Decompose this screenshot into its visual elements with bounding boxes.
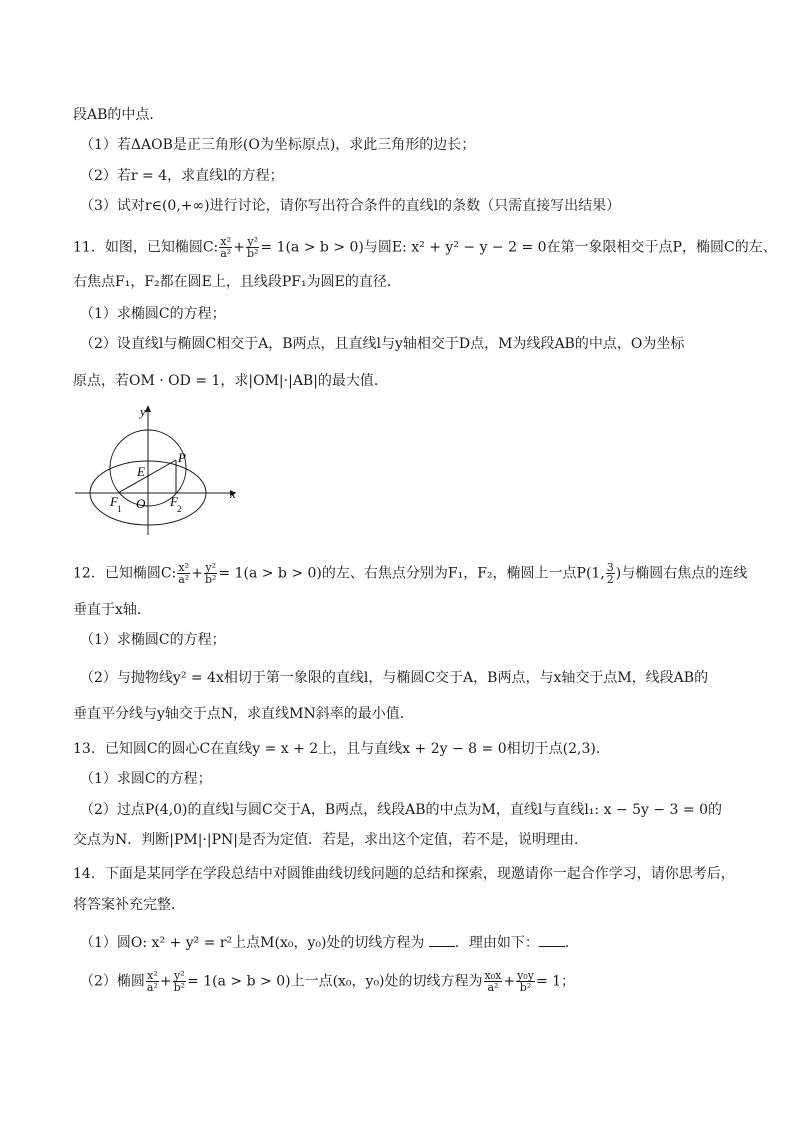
fraction: $\frac{\text{x²}}{\text{a²}}$ [220,235,232,260]
answer-blank [539,934,565,947]
fraction: $\frac{\text{y²}}{\text{b²}}$ [173,969,186,994]
fraction: $\frac{\text{x₀x}}{\text{a²}}$ [484,969,502,994]
question-13-part-1: （1）求圆C的方程； [80,771,212,787]
label-x: x [230,486,236,501]
question-10-part-2: （2）若r = 4，求直线l的方程； [80,168,284,184]
text-line: 段AB的中点． [73,107,164,123]
fraction: $\frac{3}{2}$ [606,561,614,586]
question-13-part-2: （2）过点P(4,0)的直线l与圆C交于A，B两点，线段AB的中点为M，直线l与直线l₁: x − 5y − 3 = 0的 [80,802,722,818]
question-14-stem-cont: 将答案补充完整． [73,897,185,913]
label-f2: F [170,494,178,509]
question-11-part-2: （2）设直线l与椭圆C相交于A，B两点，且直线l与y轴相交于D点，M为线段AB的中点，O为坐标 [80,336,685,352]
question-12-part-2-cont: 垂直平分线与y轴交于点N，求直线MN斜率的最小值． [73,706,414,722]
question-12-stem: 12．已知椭圆C: $\frac{\text{x²}}{\text{a²}}$ + $\frac{\text{y²}}{\text{b²}}$ = 1(a > b > 0)的左、右焦点分别为F₁，F₂，椭圆上一点P(1, $\frac{3}{2}$ )与椭圆右焦点的连线 [73,561,748,586]
question-11-stem-cont: 右焦点F₁，F₂都在圆E上，且线段PF₁为圆E的直径． [73,274,401,290]
answer-blank [429,934,455,947]
question-10-part-3: （3）试对r∈(0,+∞)进行讨论，请你写出符合条件的直线l的条数（只需直接写出结果） [80,198,621,214]
segment-pf1 [118,460,176,493]
fraction: $\frac{\text{y²}}{\text{b²}}$ [246,235,259,260]
q11-rest: = 1(a > b > 0)与圆E: x² + y² − y − 2 = 0在第一象限相交于点P，椭圆C的左、 [260,239,777,256]
question-12-stem-cont: 垂直于x轴． [73,602,151,618]
q11-lead: 11．如图，已知椭圆C: [73,239,219,256]
q12-mid: = 1(a > b > 0)的左、右焦点分别为F₁，F₂，椭圆上一点P(1, [218,565,605,582]
fraction: $\frac{\text{x²}}{\text{a²}}$ [178,561,190,586]
question-12-part-1: （1）求椭圆C的方程； [80,632,226,648]
question-14-stem: 14．下面是某同学在学段总结中对圆锥曲线切线问题的总结和探索，现邀请你一起合作学习，请你思考后， [73,866,735,882]
question-12-part-2: （2）与抛物线y² = 4x相切于第一象限的直线l，与椭圆C交于A，B两点，与x轴交于点M，线段AB的 [80,670,709,686]
fraction: $\frac{\text{y₀y}}{\text{b²}}$ [517,969,534,994]
y-axis-arrow [145,405,151,412]
question-11-part-1: （1）求椭圆C的方程； [80,306,226,322]
q12-lead: 12．已知椭圆C: [73,565,177,582]
label-e: E [137,464,145,479]
fraction: $\frac{\text{y²}}{\text{b²}}$ [204,561,217,586]
label-y: y [140,404,146,419]
label-f1-subscript: 1 [117,504,122,514]
question-13-part-2-cont: 交点为N．判断|PM|·|PN|是否为定值．若是，求出这个定值，若不是，说明理由． [73,832,588,848]
label-o: O [136,496,146,511]
question-14-part-2: （2）椭圆 $\frac{\text{x²}}{\text{a²}}$ + $\frac{\text{y²}}{\text{b²}}$ = 1(a > b > 0)上一点(x₀，y₀)处的切线方程为 $\frac{\text{x₀x}}{\text{a²}}$ + $\frac{\text{y₀y}}{\text{b²}}$ = 1； [80,969,576,994]
question-14-part-1: （1）圆O: x² + y² = r²上点M(x₀，y₀)处的切线方程为 ．理由如下： ． [80,935,579,951]
label-f1: F [110,494,118,509]
question-10-part-1: （1）若ΔAOB是正三角形(O为坐标原点)，求此三角形的边长； [80,137,476,153]
ellipse-circle-figure [70,400,240,540]
q12-tail: )与椭圆右焦点的连线 [615,565,748,582]
fraction: $\frac{\text{x²}}{\text{a²}}$ [146,969,158,994]
label-p: P [178,450,186,465]
question-13-stem: 13．已知圆C的圆心C在直线y = x + 2上，且与直线x + 2y − 8 = 0相切于点(2,3)． [73,741,610,757]
label-f2-subscript: 2 [177,504,182,514]
question-11-stem: 11．如图，已知椭圆C: $\frac{\text{x²}}{\text{a²}}$ + $\frac{\text{y²}}{\text{b²}}$ = 1(a > b > 0)与圆E: x² + y² − y − 2 = 0在第一象限相交于点P，椭圆C的左、 [73,235,777,260]
question-11-part-2-cont: 原点，若OM · OD = 1，求|OM|·|AB|的最大值． [73,373,388,389]
